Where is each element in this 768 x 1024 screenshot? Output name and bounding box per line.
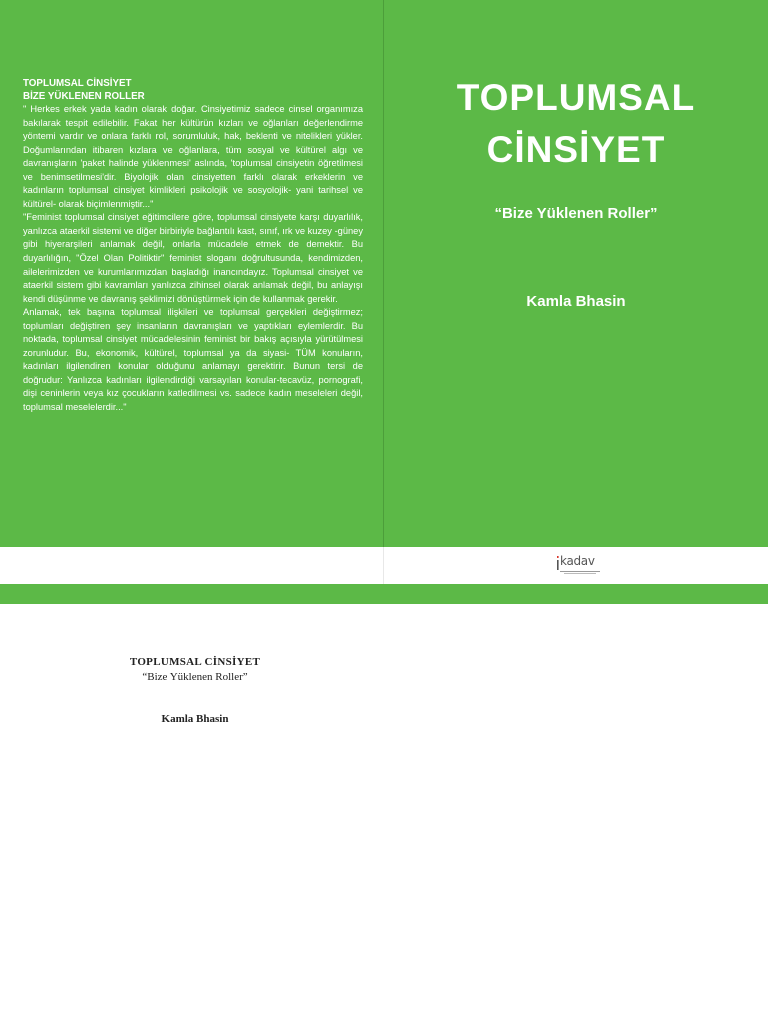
back-paragraph-1: " Herkes erkek yada kadın olarak doğar. Cinsiyetimiz sadece cinsel organımıza bakılarak tespit edilebilir. Fakat her kültürün kızları ve oğlanları değerlendirme yöntemi vardır ve onlara farklı rol, sorumluluk, hak, beklenti ve nitelikleri yükler. Doğumlarından itibaren kızlara ve oğlanlara, tüm sosyal ve kültürel algı ve davranışların 'paket halinde yüklenmesi' aslında, 'toplumsal cinsiyetin öğretilmesi ve benimsetilmesi'dir. Biyolojik olan cinsiyetten farklı olarak erkeklerin ve kadınların toplumsal cinsiyet kimlikleri psikolojik ve sosyolojik- yani tarihsel ve kültürel- olarak biçimlenmiştir..." — [23, 104, 363, 209]
back-heading-1: TOPLUMSAL CİNSİYET — [23, 78, 132, 89]
front-cover-author: Kamla Bhasin — [526, 293, 626, 310]
logo-wordmark: kadav — [560, 554, 595, 568]
back-heading-2: BİZE YÜKLENEN ROLLER — [23, 91, 145, 102]
front-title-line-2: CİNSİYET — [486, 129, 666, 170]
title-page-subtitle: “Bize Yüklenen Roller” — [142, 671, 248, 683]
back-paragraph-2: "Feminist toplumsal cinsiyet eğitimcilere göre, toplumsal cinsiyete karşı duyarlılık, yanlızca ataerkil sistemi ve diğer birbiriyle bağlantılı kast, sınıf, ırk ve kuzey -güney gibi hiyerarşileri anlamak değil, onlarla mücadele etmek de demektir. Bu duyarlılığın, "Özel Olan Politiktir" feminist sloganı doğrultusunda, kendimizden, ailelerimizden ve kurumlarımızdan başladığı inancındayız. Toplumsal cinsiyet ve ataerkil sistem gibi kavramları yanlızca zihinsel olarak anlamak değil, bu anlayışı kendi düşünme ve davranış şeklimizi dönüştürmek için de kullanmak gerekir. — [23, 212, 363, 304]
logo-tagline-mark — [560, 570, 600, 575]
publisher-logo — [556, 554, 606, 578]
front-cover-subtitle: “Bize Yüklenen Roller” — [494, 205, 658, 222]
back-cover-text — [23, 77, 363, 415]
title-page-title: TOPLUMSAL CİNSİYET — [129, 656, 261, 668]
back-paragraph-3: Anlamak, tek başına toplumsal ilişkileri ve toplumsal gerçekleri değiştirmez; toplumları değiştiren şey insanların davranışları ve yaptıkları eylemlerdir. Bu noktada, toplumsal cinsiyet mücadelesinin feminist bir bakış açısıyla yürütülmesi zorunludur. Bu, ekonomik, kültürel, toplumsal ya da siyasi- TÜM konuların, kadınları ilgilendiren konular olduğunu anlamayı gerektirir. Bunun tersi de doğrudur: Yanlızca kadınları ilgilendirdiği varsayılan konular-tecavüz, pornografi, dişi ceninlerin veya kız çocukların katledilmesi vs. sadece kadın meseleleri değil, toplumsal meselelerdir..." — [23, 307, 363, 413]
title-page-author: Kamla Bhasin — [161, 713, 229, 725]
logo-strip — [0, 547, 768, 584]
spine-line-strip — [383, 547, 384, 584]
front-cover-title — [384, 72, 768, 176]
front-title-line-1: TOPLUMSAL — [456, 77, 696, 118]
cover-bottom-band — [0, 584, 768, 604]
